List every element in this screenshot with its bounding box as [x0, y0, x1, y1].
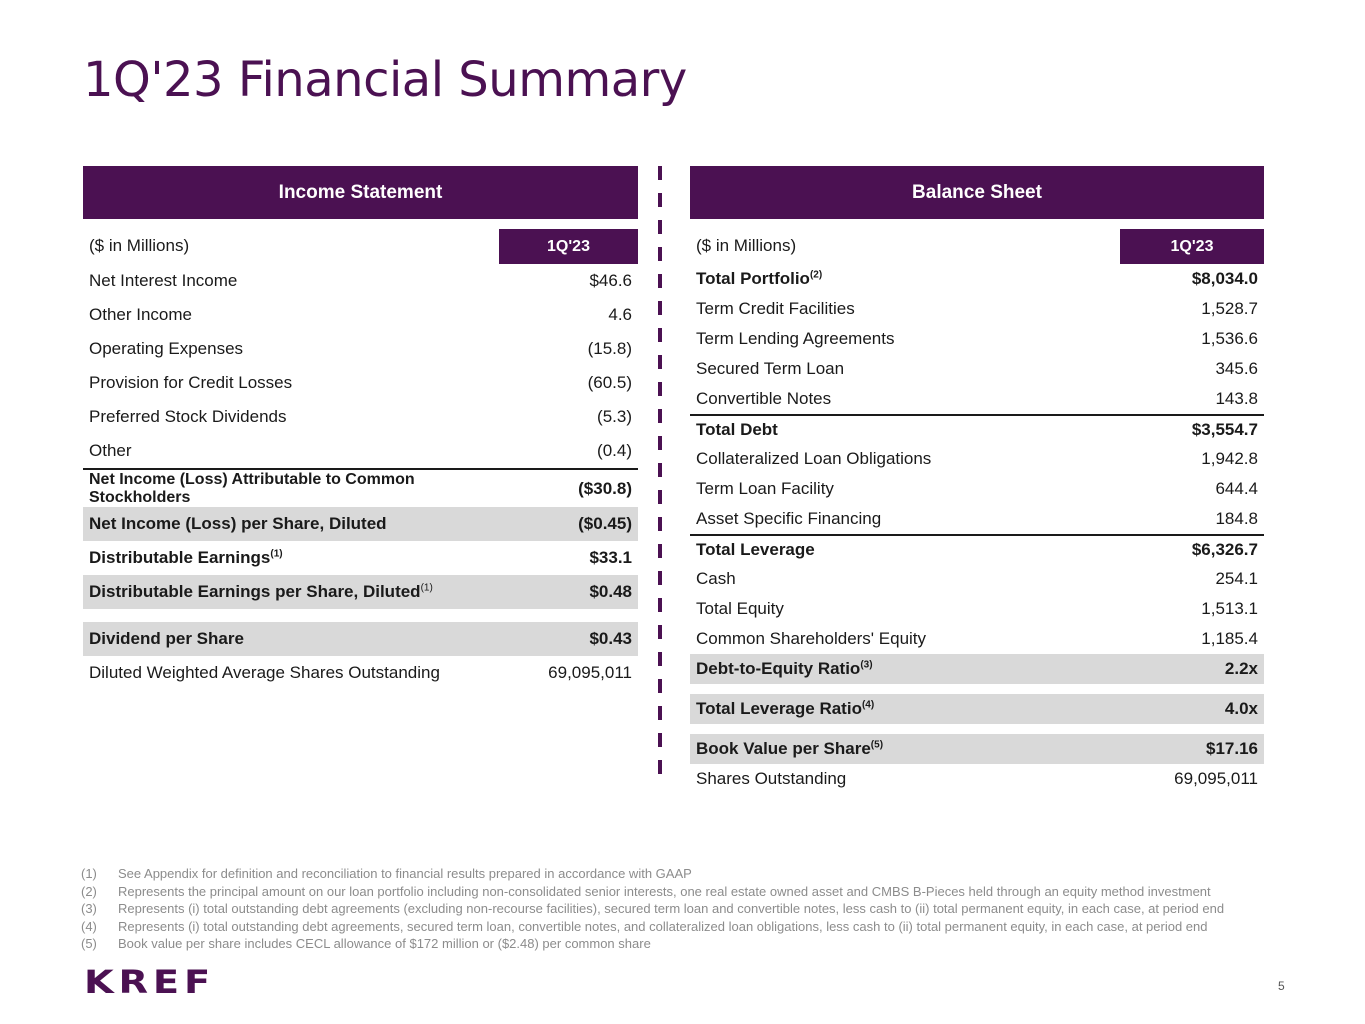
footnote-text: See Appendix for definition and reconciliation to financial results prepared in accordance with GAAP [118, 866, 692, 882]
row-label: Other [89, 441, 132, 460]
table-row [83, 622, 638, 656]
row-label: Total Debt [696, 420, 778, 439]
row-label: Total Leverage Ratio [696, 699, 862, 718]
row-value: ($30.8) [578, 478, 632, 498]
table-row [690, 444, 1264, 474]
row-label: Distributable Earnings per Share, Diluted [89, 582, 421, 601]
footnote-text: Represents (i) total outstanding debt agreements (excluding non-recourse facilities), secured term loan and convertible notes, less cash to (ii) total permanent equity, in each case, at period end [118, 901, 1225, 917]
row-value: $0.43 [589, 629, 632, 648]
footnote-ref: (1) [270, 548, 283, 560]
table-row [690, 474, 1264, 504]
row-label: Convertible Notes [696, 389, 832, 408]
footnotes [81, 865, 1224, 953]
row-label: Total Leverage [696, 540, 815, 559]
row-label: Common Shareholders' Equity [696, 629, 927, 648]
row-label: Total Portfolio [696, 269, 810, 288]
page-number: 5 [1278, 979, 1285, 993]
table-row [690, 734, 1264, 764]
row-value: $17.16 [1206, 739, 1258, 758]
table-row [83, 468, 638, 507]
balance-period-label: 1Q'23 [1120, 229, 1264, 264]
row-value: 69,095,011 [1174, 769, 1258, 788]
table-row [83, 264, 638, 298]
income-statement-header: Income Statement [83, 166, 638, 219]
row-value: 1,942.8 [1201, 449, 1258, 468]
row-value: 254.1 [1215, 569, 1258, 588]
table-row [690, 324, 1264, 354]
table-row [690, 654, 1264, 684]
row-label: Secured Term Loan [696, 359, 845, 378]
row-value: $3,554.7 [1191, 420, 1258, 439]
table-row [83, 298, 638, 332]
footnote-number: (2) [81, 883, 97, 899]
footnote [81, 918, 1224, 936]
kref-logo: KREF [84, 963, 215, 1001]
row-label: Collateralized Loan Obligations [696, 449, 932, 468]
row-value: $0.48 [589, 582, 632, 601]
row-label: Dividend per Share [89, 629, 244, 648]
footnote-number: (5) [81, 936, 97, 952]
table-row [690, 624, 1264, 654]
balance-unit-label: ($ in Millions) [696, 236, 797, 255]
footnote-number: (4) [81, 918, 97, 934]
row-label: Operating Expenses [89, 339, 244, 358]
row-value: 2.2x [1224, 659, 1258, 678]
income-column-header [83, 229, 638, 264]
income-statement-table [83, 166, 638, 690]
table-row [690, 534, 1264, 564]
footnote-ref: (2) [809, 269, 823, 281]
row-value: 143.8 [1215, 389, 1258, 408]
row-value: 184.8 [1215, 509, 1258, 528]
row-value: (5.3) [597, 407, 632, 426]
row-label: Book Value per Share [696, 739, 871, 758]
footnote-text: Represents (i) total outstanding debt agreements, secured term loan, convertible notes, and collateralized loan obligations, less cash to (ii) total permanent equity, in each case, at period end [118, 918, 1208, 934]
table-row [83, 507, 638, 541]
row-label: Debt-to-Equity Ratio [696, 659, 861, 678]
table-row [690, 384, 1264, 414]
table-row [83, 656, 638, 690]
row-value: (15.8) [587, 339, 632, 358]
table-row [83, 332, 638, 366]
row-value: 1,528.7 [1201, 299, 1258, 318]
row-label: Net Income (Loss) Attributable to Common Stockholders [89, 470, 415, 506]
row-label: Preferred Stock Dividends [89, 407, 287, 426]
footnote-text: Book value per share includes CECL allowance of $172 million or ($2.48) per common share [118, 936, 651, 952]
footnote [81, 900, 1224, 918]
table-row [690, 264, 1264, 294]
balance-column-header [690, 229, 1264, 264]
row-label: Diluted Weighted Average Shares Outstanding [89, 663, 440, 682]
row-label: Provision for Credit Losses [89, 373, 293, 392]
footnote-ref: (4) [861, 699, 875, 711]
row-label: Term Loan Facility [696, 479, 834, 498]
table-row [690, 564, 1264, 594]
panel-divider [658, 166, 662, 784]
row-value: 1,536.6 [1201, 329, 1258, 348]
row-value: (0.4) [597, 441, 632, 460]
row-value: ($0.45) [578, 514, 632, 533]
footnote [81, 883, 1224, 901]
row-value: 1,185.4 [1201, 629, 1258, 648]
table-row [690, 764, 1264, 794]
row-label: Net Interest Income [89, 271, 238, 290]
balance-sheet-table [690, 166, 1264, 794]
table-row [690, 594, 1264, 624]
row-value: 69,095,011 [548, 663, 632, 682]
table-row [83, 434, 638, 468]
page-title: 1Q'23 Financial Summary [83, 52, 687, 108]
footnote-ref: (5) [870, 739, 884, 751]
footnote-number: (3) [81, 901, 97, 917]
table-row [690, 694, 1264, 724]
row-value: $6,326.7 [1191, 540, 1258, 559]
row-label: Other Income [89, 305, 192, 324]
income-unit-label: ($ in Millions) [89, 236, 190, 255]
footnote-ref: (1) [420, 582, 433, 594]
row-label: Term Credit Facilities [696, 299, 855, 318]
row-value: 345.6 [1215, 359, 1258, 378]
table-row [83, 541, 638, 575]
row-value: 4.0x [1224, 699, 1258, 718]
row-value: 1,513.1 [1201, 599, 1258, 618]
table-row [83, 400, 638, 434]
row-label: Cash [696, 569, 736, 588]
row-value: 4.6 [608, 305, 632, 324]
row-label: Shares Outstanding [696, 769, 847, 788]
table-row [690, 504, 1264, 534]
row-value: $33.1 [589, 548, 632, 567]
row-label: Asset Specific Financing [696, 509, 882, 528]
table-row [690, 354, 1264, 384]
balance-sheet-header: Balance Sheet [690, 166, 1264, 219]
table-row [690, 414, 1264, 444]
footnote [81, 865, 1224, 883]
row-value: $46.6 [589, 271, 632, 290]
table-row [83, 575, 638, 609]
row-value: 644.4 [1215, 479, 1258, 498]
table-row [83, 366, 638, 400]
table-row [690, 294, 1264, 324]
footnote-number: (1) [81, 866, 97, 882]
footnote-ref: (3) [860, 659, 873, 671]
footnote-text: Represents the principal amount on our loan portfolio including non-consolidated senior interests, one real estate owned asset and CMBS B-Pieces held through an equity method investment [118, 883, 1211, 899]
footnote [81, 935, 1224, 953]
row-label: Term Lending Agreements [696, 329, 895, 348]
row-value: $8,034.0 [1191, 269, 1258, 288]
row-label: Distributable Earnings [89, 548, 271, 567]
row-label: Total Equity [696, 599, 784, 618]
income-period-label: 1Q'23 [499, 229, 638, 264]
row-label: Net Income (Loss) per Share, Diluted [89, 514, 387, 533]
row-value: (60.5) [587, 373, 632, 392]
